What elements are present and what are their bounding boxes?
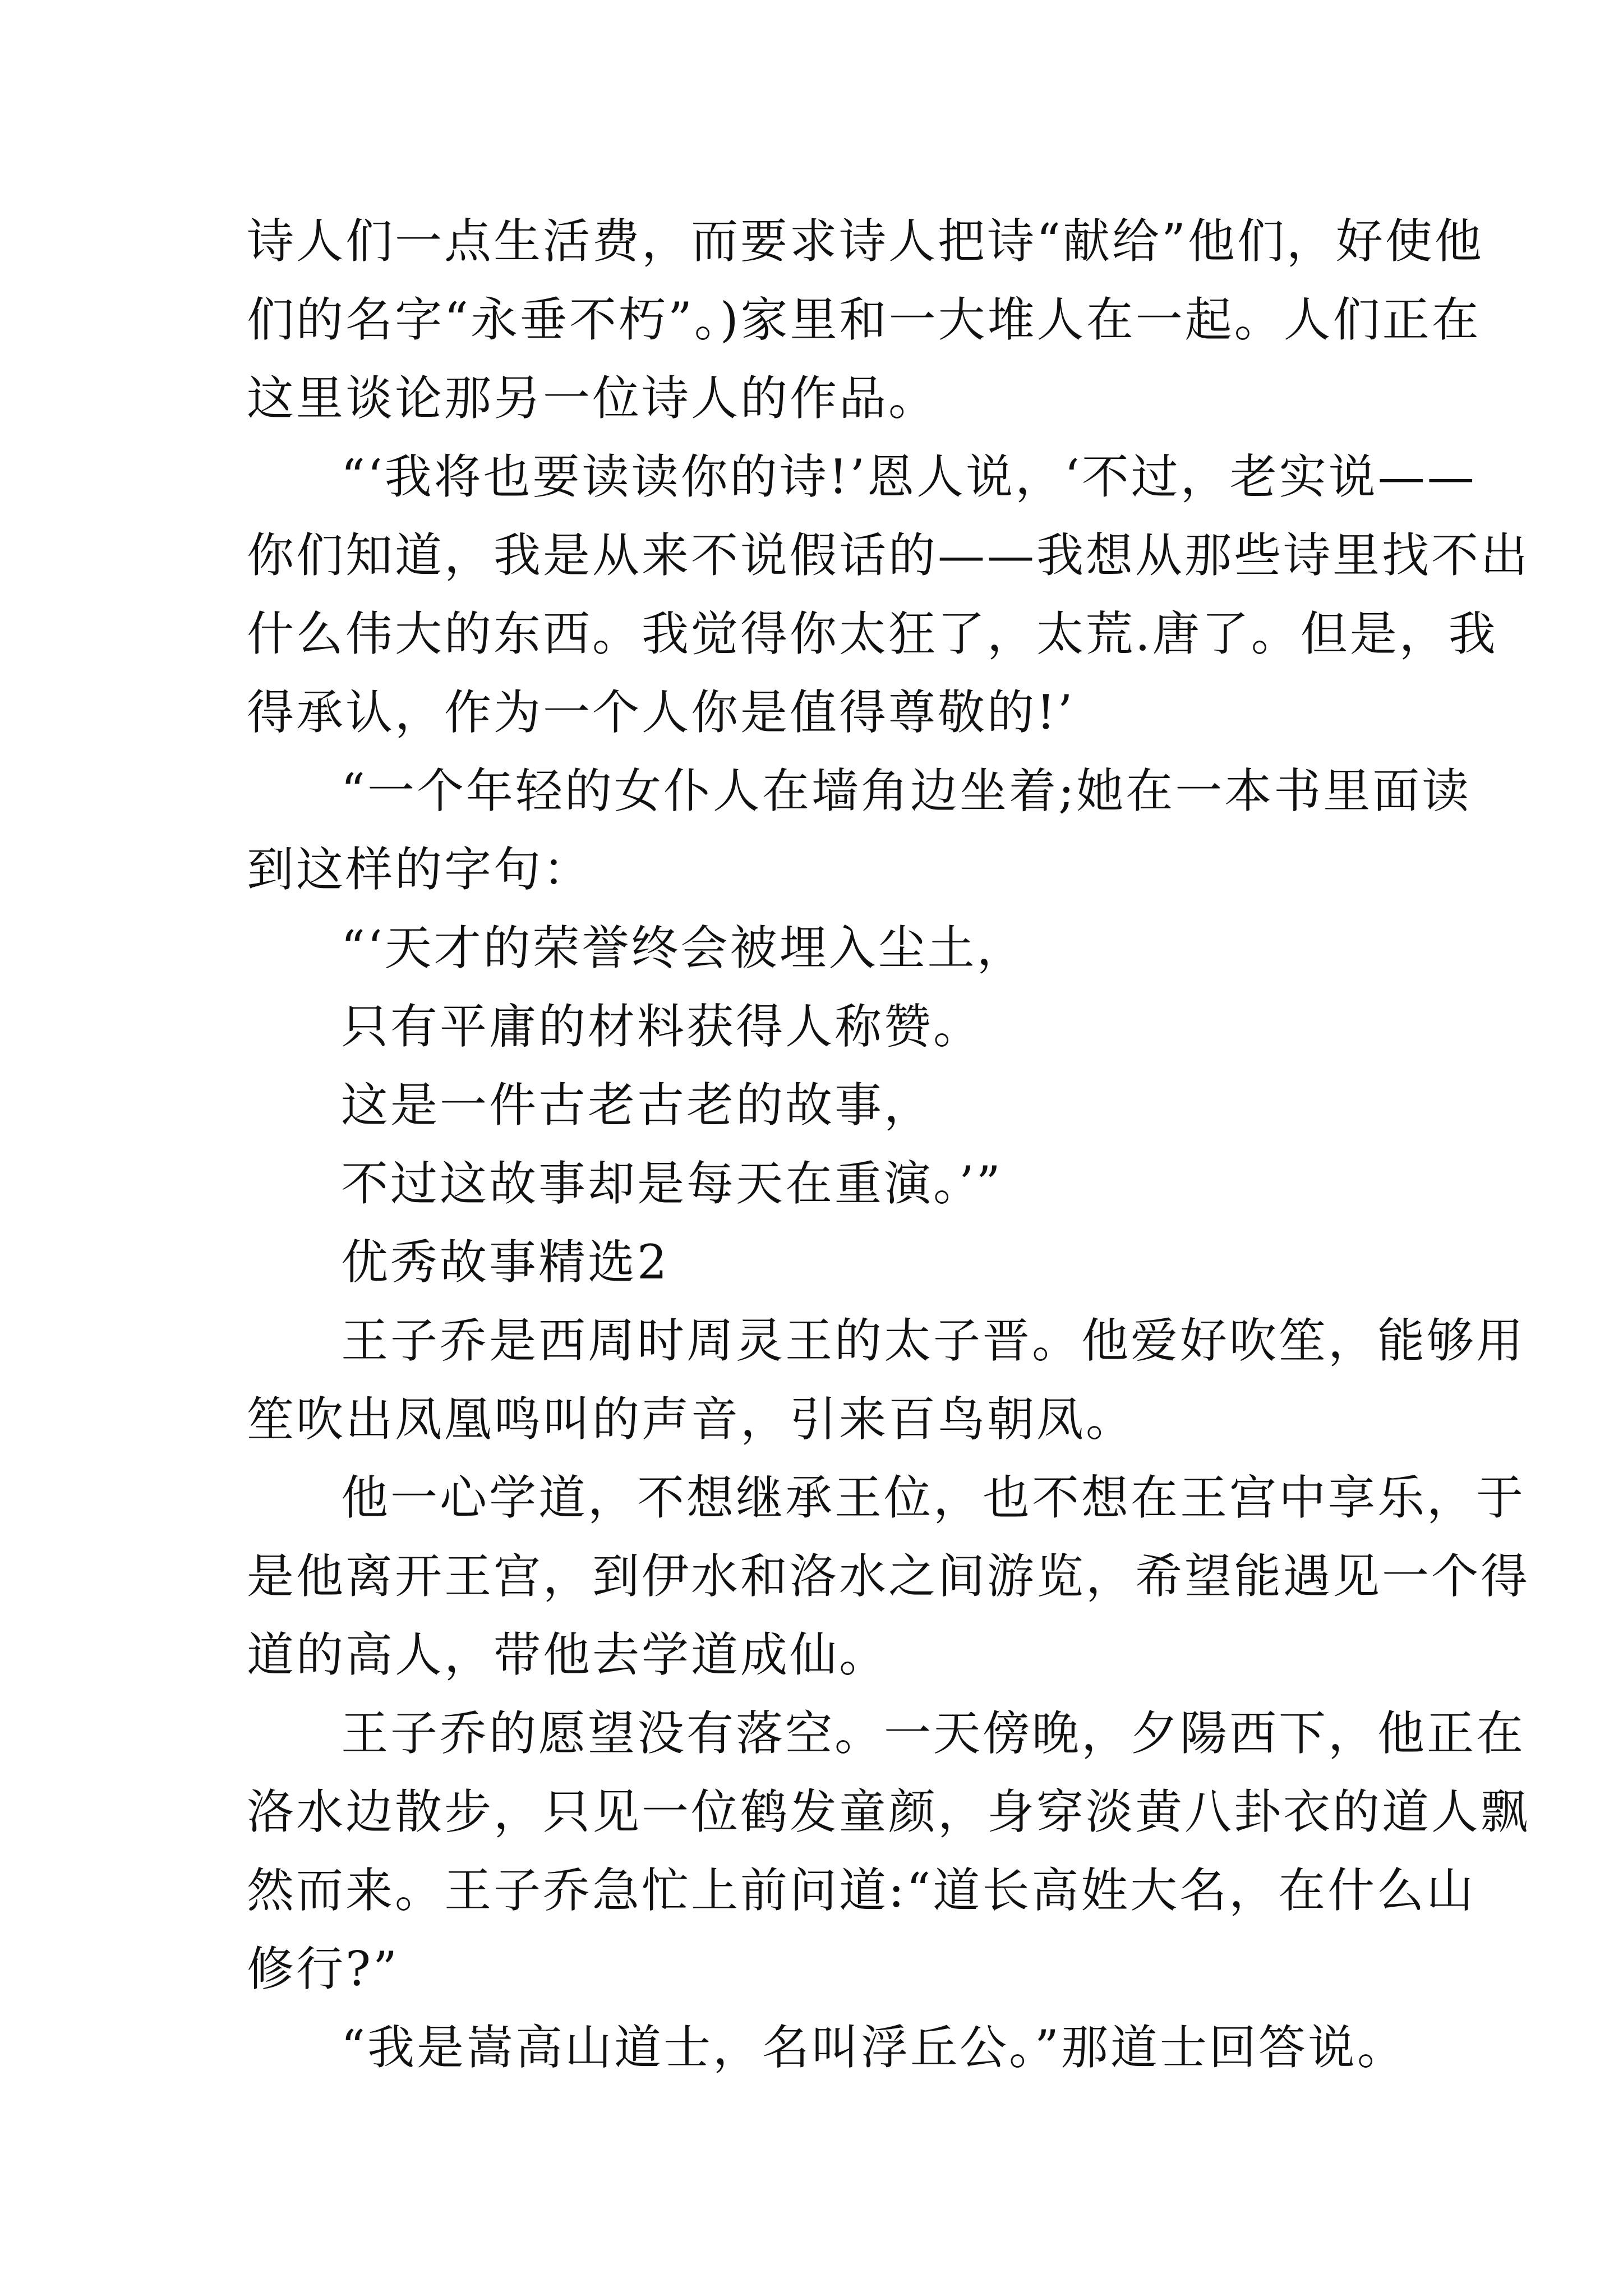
text-line: 什么伟大的东西。我觉得你太狂了，太荒.唐了。但是，我 [247, 606, 1498, 661]
text-line: 这里谈论那另一位诗人的作品。 [247, 371, 938, 426]
text-line: 你们知道，我是从来不说假话的——我想从那些诗里找不出 [247, 528, 1530, 583]
text-line: 然而来。王子乔急忙上前问道:“道长高姓大名，在什么山 [247, 1863, 1476, 1918]
text-line: 得承认，作为一个人你是值得尊敬的!’ [247, 685, 1075, 740]
text-line: 是他离开王宫，到伊水和洛水之间游览，希望能遇见一个得 [247, 1549, 1530, 1604]
poem-line: “‘天才的荣誉终会被埋入尘土， [341, 921, 1026, 976]
text-line: 修行?” [247, 1941, 399, 1996]
text-line: 洛水边散步，只见一位鹤发童颜，身穿淡黄八卦衣的道人飘 [247, 1784, 1530, 1839]
poem-line: 只有平庸的材料获得人称赞。 [341, 999, 983, 1054]
text-line: “我是嵩高山道士，名叫浮丘公。”那道士回答说。 [341, 2020, 1407, 2075]
text-line: 道的高人，带他去学道成仙。 [247, 1627, 889, 1682]
text-line: “‘我将也要读读你的诗!’恩人说，‘不过，老实说—— [341, 449, 1477, 504]
text-line: 王子乔的愿望没有落空。一天傍晚，夕陽西下，他正在 [341, 1706, 1526, 1761]
text-line: 笙吹出凤凰鸣叫的声音，引来百鸟朝凤。 [247, 1392, 1136, 1447]
text-line: 王子乔是西周时周灵王的太子晋。他爱好吹笙，能够用 [341, 1313, 1526, 1368]
text-line: 们的名字“永垂不朽”。)家里和一大堆人在一起。人们正在 [247, 292, 1481, 347]
text-line: “一个年轻的女仆人在墙角边坐着;她在一本书里面读 [341, 763, 1472, 818]
text-line: 到这样的字句： [247, 842, 593, 897]
poem-line: 不过这故事却是每天在重演。’” [341, 1156, 1003, 1211]
text-line: 诗人们一点生活费，而要求诗人把诗“献给”他们，好使他 [247, 214, 1484, 269]
section-heading: 优秀故事精选2 [341, 1235, 670, 1290]
body-text [247, 202, 1530, 2087]
text-line: 他一心学道，不想继承王位，也不想在王宫中享乐，于 [341, 1470, 1526, 1525]
poem-line: 这是一件古老古老的故事， [341, 1078, 934, 1133]
